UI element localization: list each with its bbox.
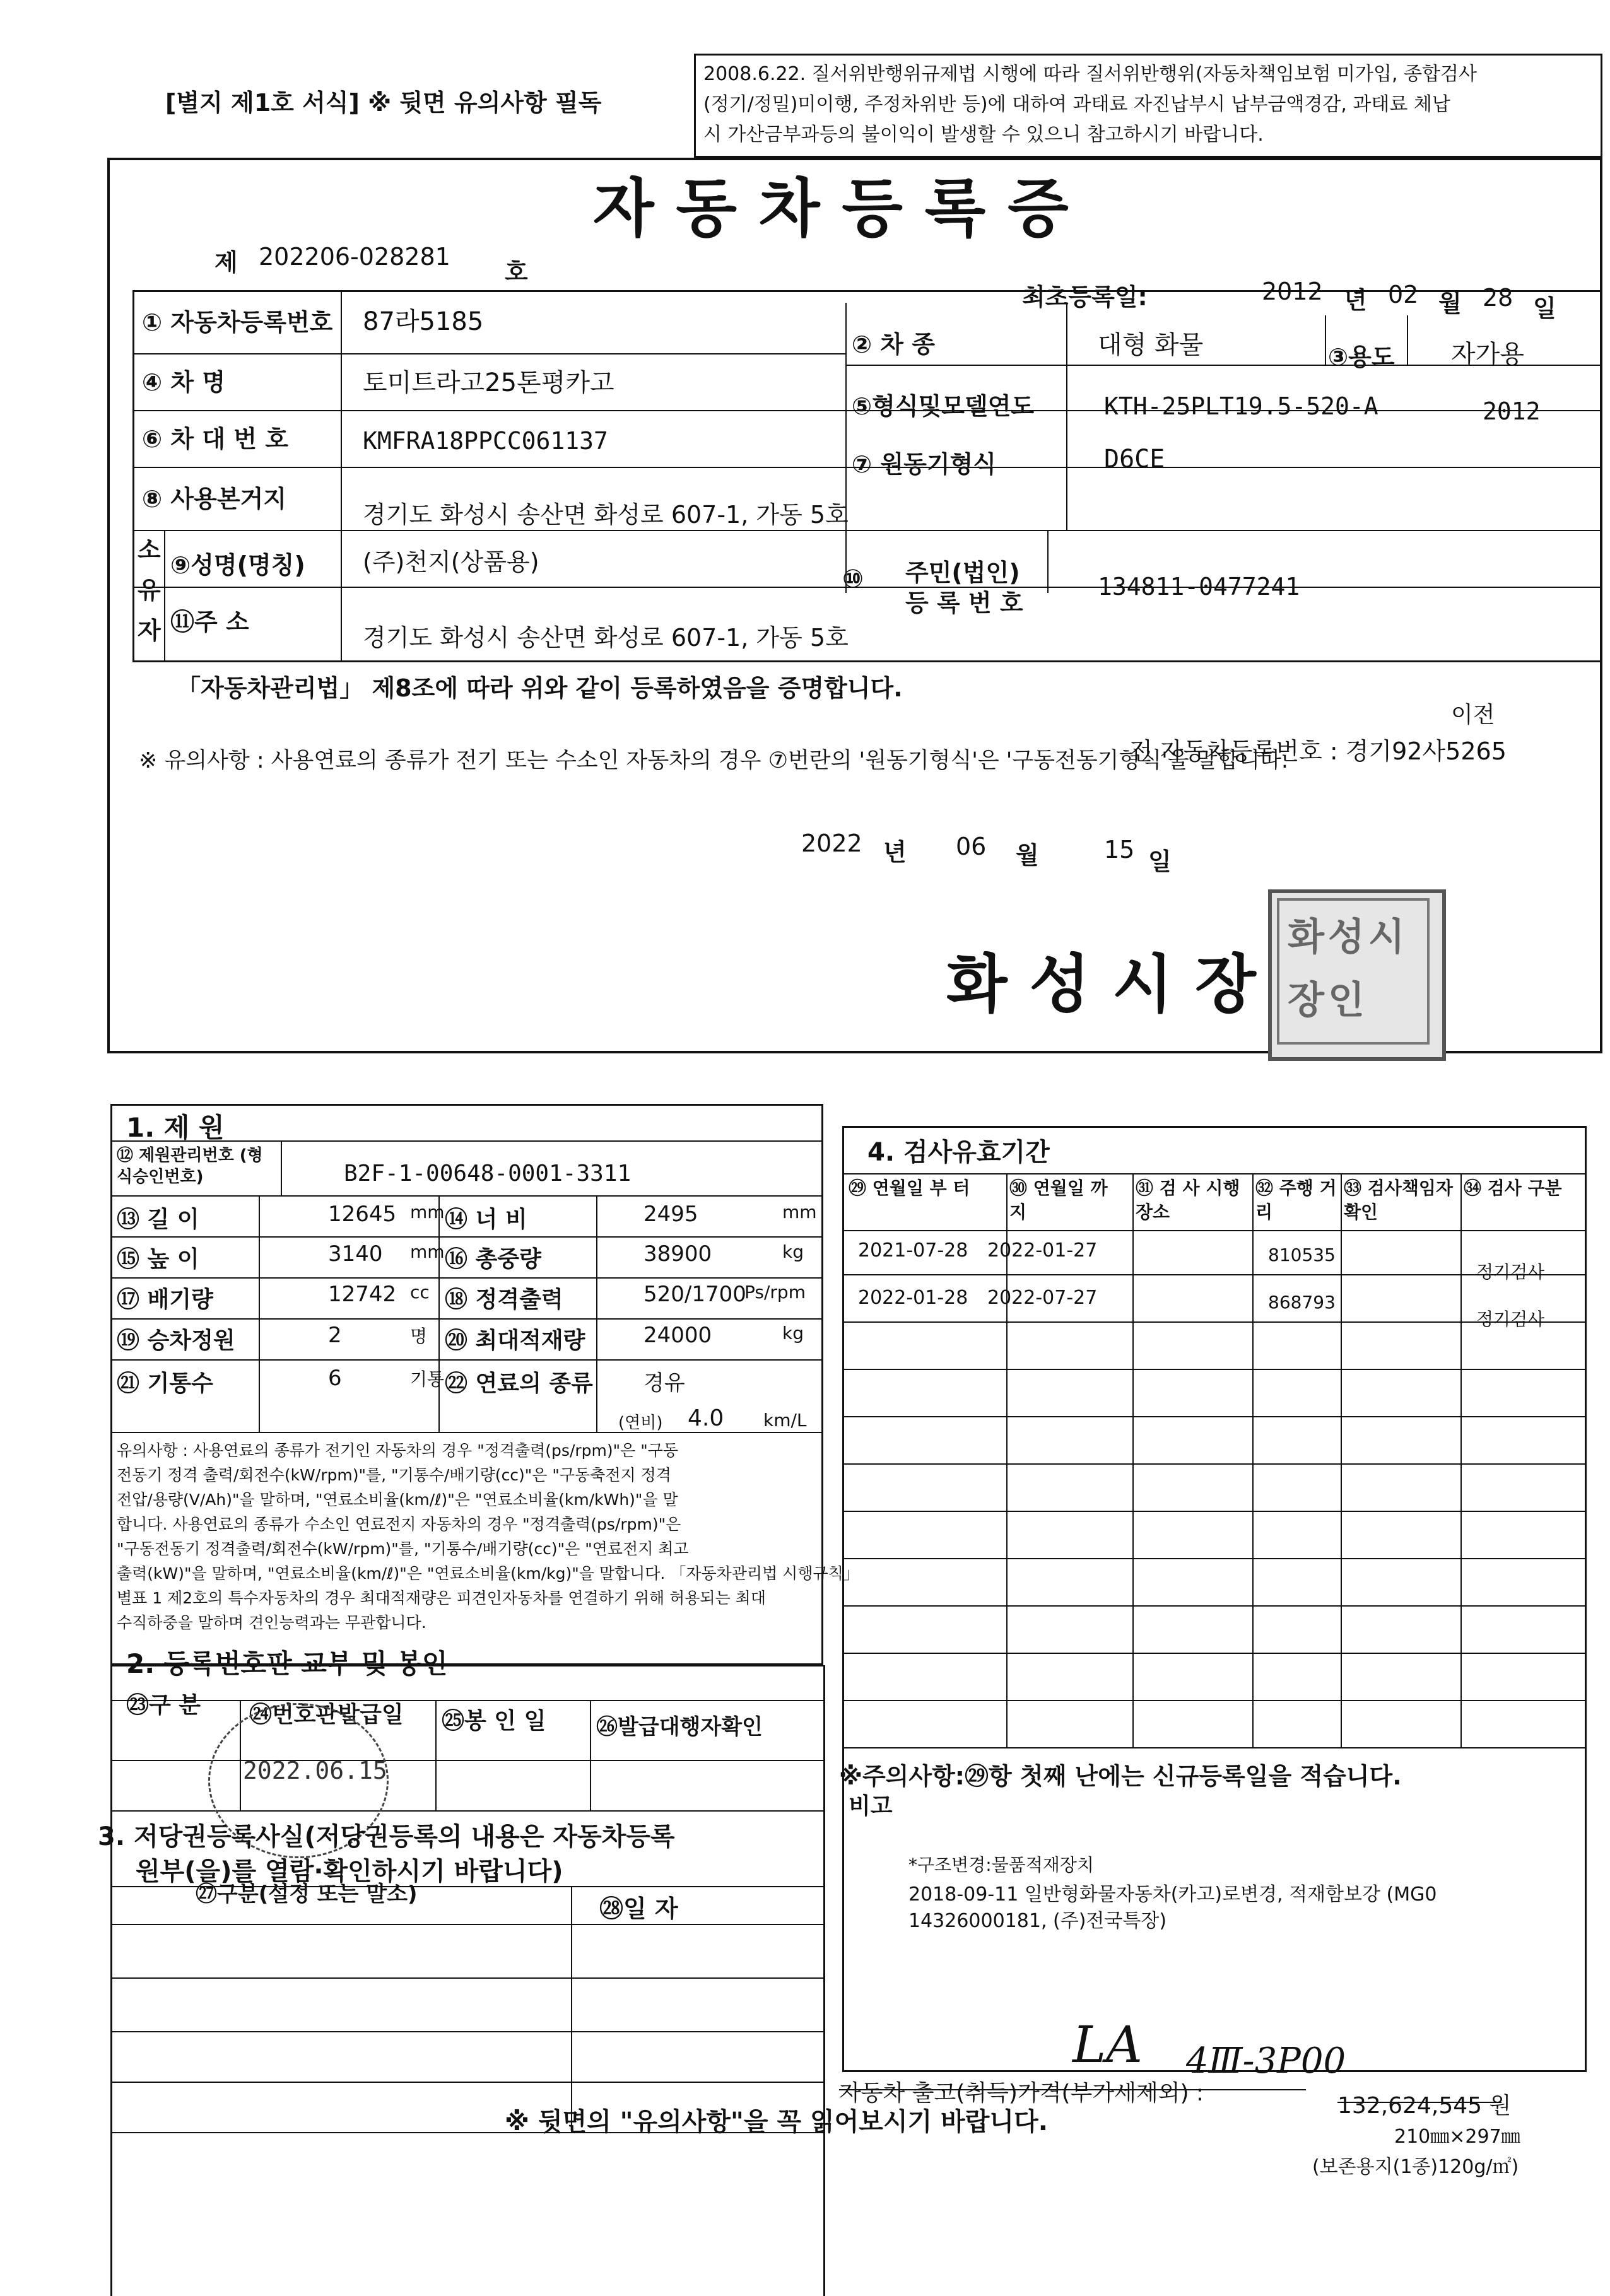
spec-unit: Ps/rpm	[744, 1282, 806, 1303]
spec-label: ⑰ 배기량	[117, 1287, 213, 1313]
spec-12-value: B2F-1-00648-0001-3311	[344, 1161, 632, 1186]
cert-no-suffix: 호	[505, 258, 528, 286]
field-1-value: 87라5185	[363, 307, 484, 336]
remarks-line-3: 14326000181, (주)전국특장)	[908, 1910, 1167, 1932]
spec-label: ⑮ 높 이	[117, 1246, 199, 1272]
issue-day-unit: 일	[1148, 848, 1172, 876]
field-10-label-2: 등 록 번 호	[905, 589, 1023, 617]
inspection-header: ㉜ 주행 거리	[1255, 1178, 1337, 1222]
field-5-value: KTH-25PLT19.5-520-A	[1104, 392, 1378, 420]
fuel-eff-unit: km/L	[763, 1410, 807, 1431]
notice-line-2: (정기/정밀)미이행, 주정차위반 등)에 대하여 과태료 자진납부시 납부금액경감, 과태료 체납	[703, 93, 1450, 115]
field-9-value: (주)천지(상품용)	[363, 548, 539, 576]
field-10-label-1: 주민(법인)	[905, 559, 1020, 587]
spec-note-line: 수직하중을 말하며 견인능력과는 무관합니다.	[117, 1614, 426, 1632]
spec-value: 경유	[643, 1371, 685, 1396]
field-9-label: ⑨성명(명칭)	[170, 551, 305, 579]
inspection-type: 정기검사	[1476, 1309, 1545, 1330]
spec-value: 12645	[328, 1202, 397, 1227]
spec-label: ⑳ 최대적재량	[445, 1328, 585, 1354]
remarks-line-1: *구조변경:물품적재장치	[908, 1854, 1094, 1875]
inspection-from: 2022-01-28	[858, 1287, 968, 1309]
lien-col-2: ㉘일 자	[599, 1895, 678, 1923]
spec-unit: mm	[782, 1202, 817, 1222]
spec-value: 2	[328, 1323, 342, 1348]
spec-note-line: "구동전동기 정격출력/회전수(kW/rpm)"를, "기통수/배기량(cc)"은 "연료전지 최고	[117, 1540, 689, 1558]
spec-value: 12742	[328, 1282, 397, 1307]
price-label: 자동차 출고(취득)가격(부가세제외) :	[839, 2080, 1204, 2106]
inspection-header: ㉝ 검사책임자 확인	[1344, 1178, 1453, 1222]
issue-month: 06	[956, 833, 987, 860]
spec-label: ⑯ 총중량	[445, 1246, 541, 1272]
inspection-title: 4. 검사유효기간	[867, 1138, 1050, 1167]
lien-col-1: ㉗구분(설정 또는 말소)	[196, 1882, 418, 1907]
paper-type: (보존용지(1종)120g/㎡)	[1312, 2156, 1519, 2178]
first-reg-label: 최초등록일:	[1022, 283, 1148, 311]
spec-unit: kg	[782, 1323, 804, 1344]
notice-line-3: 시 가산금부과등의 불이익이 발생할 수 있으니 참고하시기 바랍니다.	[703, 124, 1264, 146]
field-6-label: ⑥ 차 대 번 호	[142, 425, 288, 453]
spec-note-line: 합니다. 사용연료의 종류가 수소인 연료전지 자동차의 경우 "정격출력(ps/rpm)"은	[117, 1515, 681, 1533]
spec-unit: 기통	[410, 1369, 445, 1390]
field-4-value: 토미트라고25톤평카고	[363, 368, 614, 397]
first-reg-month-unit: 월	[1438, 290, 1462, 317]
plate-col-4: ㉖발급대행자확인	[596, 1714, 763, 1740]
cert-caution: ※ 유의사항 : 사용연료의 종류가 전기 또는 수소인 자동차의 경우 ⑦번란의 '원동기형식'은 '구동전동기형식'을 말합니다.	[139, 748, 1289, 773]
form-label: [별지 제1호 서식] ※ 뒷면 유의사항 필독	[165, 89, 602, 117]
field-7-label: ⑦ 원동기형식	[852, 450, 996, 478]
spec-label: ⑬ 길 이	[117, 1207, 199, 1233]
issue-year: 2022	[801, 829, 862, 857]
issuer-name: 화 성 시 장	[946, 947, 1256, 1021]
field-6-value: KMFRA18PPCC061137	[363, 427, 608, 455]
spec-label: ⑲ 승차정원	[117, 1328, 235, 1354]
prev-reg-note: 이전	[1451, 702, 1495, 728]
field-8-value: 경기도 화성시 송산면 화성로 607-1, 가동 5호	[363, 501, 849, 529]
remarks-line-2: 2018-09-11 일반형화물자동차(카고)로변경, 적재함보강 (MG0	[908, 1883, 1437, 1906]
field-2-value: 대형 화물	[1098, 331, 1204, 360]
spec-note-line: 유의사항 : 사용연료의 종류가 전기인 자동차의 경우 "정격출력(ps/rpm)"은 "구동	[117, 1441, 679, 1460]
field-5-year: 2012	[1483, 397, 1541, 425]
paper-size: 210㎜×297㎜	[1394, 2126, 1520, 2148]
first-reg-month: 02	[1388, 281, 1419, 308]
issue-month-unit: 월	[1016, 841, 1039, 869]
first-reg-day: 28	[1483, 284, 1513, 312]
spec-value: 24000	[643, 1323, 712, 1348]
spec-label: ㉒ 연료의 종류	[445, 1371, 593, 1397]
prev-reg-number: 전 자동차등록번호 : 경기92사5265	[1129, 737, 1507, 765]
inspection-to: 2022-07-27	[987, 1287, 1098, 1309]
inspection-to: 2022-01-27	[987, 1239, 1098, 1262]
field-10-value: 134811-0477241	[1098, 573, 1300, 600]
fuel-eff-label: (연비)	[618, 1414, 663, 1432]
spec-note-line: 별표 1 제2호의 특수자동차의 경우 최대적재량은 피견인자동차를 연결하기 위해 허용되는 최대	[117, 1589, 766, 1607]
plate-col-1: ㉓구 분	[126, 1692, 201, 1718]
spec-note-line: 전압/용량(V/Ah)"을 말하며, "연료소비율(km/ℓ)"은 "연료소비율(km/kWh)"을 말	[117, 1491, 678, 1509]
field-4-label: ④ 차 명	[142, 368, 226, 396]
certificate-title: 자 동 차 등 록 증	[593, 171, 1069, 245]
spec-value: 6	[328, 1366, 342, 1391]
spec-unit: mm	[410, 1202, 445, 1222]
lien-title-2: 원부(을)를 열람·확인하시기 바랍니다)	[136, 1857, 563, 1886]
price-value: 132,624,545 원	[1337, 2093, 1512, 2119]
plate-title: 2. 등록번호판 교부 및 봉인	[126, 1648, 448, 1679]
field-3-label: ③용도	[1328, 343, 1395, 371]
official-seal	[1268, 889, 1446, 1061]
field-7-value: D6CE	[1104, 445, 1165, 474]
inspection-from: 2021-07-28	[858, 1239, 968, 1262]
spec-label: ㉑ 기통수	[117, 1371, 213, 1397]
spec-12-label: ⑫ 제원관리번호 (형식승인번호)	[117, 1146, 263, 1186]
lien-title-1: 3. 저당권등록사실(저당권등록의 내용은 자동차등록	[98, 1822, 675, 1851]
spec-label: ⑭ 너 비	[445, 1207, 527, 1233]
inspection-header: ㉙ 연월일 부 터	[849, 1178, 970, 1198]
inspection-km: 810535	[1268, 1245, 1336, 1265]
field-1-label: ① 자동차등록번호	[142, 308, 333, 336]
spec-value: 520/1700	[643, 1282, 746, 1307]
first-reg-day-unit: 일	[1533, 295, 1556, 322]
field-3-value: 자가용	[1451, 340, 1524, 369]
inspection-header: ㉚ 연월일 까 지	[1009, 1178, 1108, 1222]
inspection-header: ㉞ 검사 구분	[1464, 1178, 1562, 1198]
owner-label: 소 유 자	[138, 536, 161, 645]
notice-line-1: 2008.6.22. 질서위반행위규제법 시행에 따라 질서위반행위(자동차책임보험 미가입, 종합검사	[703, 63, 1477, 85]
spec-unit: kg	[782, 1241, 804, 1262]
issue-year-unit: 년	[883, 838, 907, 866]
plate-col-3: ㉕봉 인 일	[442, 1708, 546, 1734]
seal-text: 화성시장인	[1288, 915, 1409, 1022]
spec-unit: mm	[410, 1241, 445, 1262]
spec-unit: 명	[410, 1326, 428, 1347]
fuel-eff-value: 4.0	[688, 1405, 724, 1431]
first-reg-year-unit: 년	[1344, 286, 1367, 314]
spec-note-line: 출력(kW)"을 말하며, "연료소비율(km/ℓ)"은 "연료소비율(km/kg)"을 말합니다. 「자동차관리법 시행규칙」	[117, 1564, 859, 1583]
field-10-num: ⑩	[842, 565, 864, 594]
read-notice: ※ 뒷면의 "유의사항"을 꼭 읽어보시기 바랍니다.	[505, 2107, 1048, 2136]
handwritten-note-1: LA	[1072, 2015, 1143, 2074]
spec-title: 1. 제 원	[126, 1112, 225, 1143]
spec-note-line: 전동기 정격 출력/회전수(kW/rpm)"를, "기통수/배기량(cc)"은 "구동축전지 정격	[117, 1466, 671, 1484]
cert-no-value: 202206-028281	[259, 243, 450, 271]
field-11-value: 경기도 화성시 송산면 화성로 607-1, 가동 5호	[363, 624, 849, 652]
certify-statement: 「자동차관리법」 제8조에 따라 위와 같이 등록하였음을 증명합니다.	[177, 674, 903, 702]
inspection-type: 정기검사	[1476, 1262, 1545, 1282]
spec-label: ⑱ 정격출력	[445, 1287, 563, 1313]
inspection-km: 868793	[1268, 1292, 1336, 1313]
field-8-label: ⑧ 사용본거지	[142, 485, 286, 513]
cert-no-prefix: 제	[214, 249, 238, 276]
plate-col-2: ㉔번호판발급일	[249, 1702, 404, 1728]
field-11-label: ⑪주 소	[170, 608, 249, 636]
field-2-label: ② 차 종	[852, 331, 936, 358]
remarks-label: 비고	[849, 1793, 893, 1819]
spec-value: 38900	[643, 1241, 712, 1267]
inspection-header: ㉛ 검 사 시행장소	[1136, 1178, 1240, 1222]
plate-issue-date: 2022.06.15	[243, 1757, 387, 1784]
spec-unit: cc	[410, 1282, 430, 1303]
field-5-label: ⑤형식및모델연도	[852, 392, 1035, 420]
first-reg-year: 2012	[1262, 278, 1323, 305]
inspection-caution: ※주의사항:㉙항 첫째 난에는 신규등록일을 적습니다.	[839, 1762, 1402, 1790]
spec-value: 2495	[643, 1202, 698, 1227]
handwritten-note-2: 4Ⅲ-3P00	[1186, 2041, 1346, 2082]
issue-day: 15	[1104, 836, 1135, 864]
spec-value: 3140	[328, 1241, 383, 1267]
